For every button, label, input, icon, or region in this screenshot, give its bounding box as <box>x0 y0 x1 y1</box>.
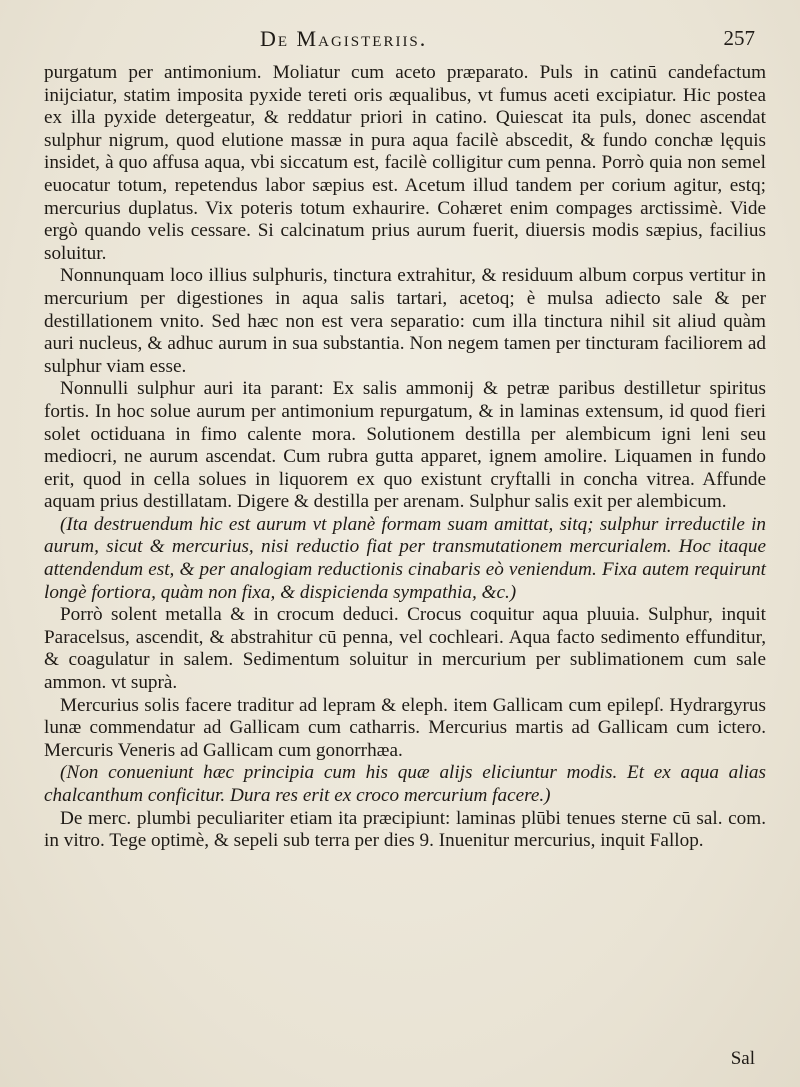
catchword: Sal <box>730 1048 755 1069</box>
paragraph-2: Nonnunquam loco illius sulphuris, tinctura extrahitur, & residuum album corpus vertitur in mercurium per digestiones in aqua salis tartari, acetoq; è mulsa adiecto sale & per destillationem vnito. Sed hæc non est vera separatio: cum illa tinctura nihil sit aliud quàm auri nucleus, & adhuc aurum in sua substantia. Non negem tamen per tincturam faciliorem ad sulphur viam esse. <box>44 265 766 377</box>
paragraph-7-note: (Non conueniunt hæc principia cum his quæ alijs eliciuntur modis. Et ex aqua alias chalcanthum conficitur. Dura res erit ex croco mercurium facere.) <box>44 762 766 806</box>
running-head: De Magisteriis. <box>260 26 428 51</box>
page-number: 257 <box>723 26 755 50</box>
paragraph-8: De merc. plumbi peculiariter etiam ita præcipiunt: laminas plūbi tenues sterne cū sal. com. in vitro. Tege optimè, & sepeli sub terra per dies 9. Inuenitur mercurius, inquit Fallop. <box>44 807 766 852</box>
paragraph-3: Nonnulli sulphur auri ita parant: Ex salis ammonij & petræ paribus destilletur spiritus fortis. In hoc solue aurum per antimonium repurgatum, & in laminas extensum, id quod fieri solet octiduana in fimo calente mora. Solutionem destilla per alembicum igni leni seu mediocri, ne aurum ascendat. Cum rubra gutta apparet, ignem amolire. Liquamen in fundo erit, quod in cella solues in liquorem ex quo existunt cryftalli in concha vitrea. Affunde aquam prius destillatam. Digere & destilla per arenam. Sulphur salis exit per alembicum. <box>44 378 766 513</box>
text-body <box>44 62 766 853</box>
page-header <box>0 26 800 60</box>
paragraph-5: Porrò solent metalla & in crocum deduci. Crocus coquitur aqua pluuia. Sulphur, inquit Paracelsus, ascendit, & abstrahitur cū penna, vel cochleari. Aqua facto sedimento effunditur, & coagulatur in salem. Sedimentum soluitur in mercurium per sublimationem cum sale ammon. vt suprà. <box>44 604 766 694</box>
paragraph-4-note: (Ita destruendum hic est aurum vt planè formam suam amittat, sitq; sulphur irreductile in aurum, sicut & mercurius, nisi reductio fiat per transmutationem mercurialem. Hoc itaque attendendum est, & per analogiam reductionis cinabaris eò veniendum. Fixa autem requirunt longè fortiora, quàm non fixa, & dispicienda sympathia, &c.) <box>44 513 766 603</box>
paragraph-1: purgatum per antimonium. Moliatur cum aceto præparato. Puls in catinū candefactum inijciatur, statim imposita pyxide tereti oris æqualibus, vt fumus aceti excipiatur. Hic postea ex illa pyxide detergeatur, & reddatur priori in catino. Quiescat ita puls, donec ascendat sulphur nigrum, quod elutione massæ in pura aqua facilè abscedit, & fundo conchæ lęquis insidet, à quo affusa aqua, vbi siccatum est, facilè colligitur cum penna. Porrò quia non semel euocatur totum, repetendus labor sæpius est. Acetum illud tandem per corium agitur, estq; mercurius duplatus. Vix poteris totum exhaurire. Cohæret enim compages arctissimè. Vide ergò quando velis cessare. Si calcinatum prius aurum fuerit, diuersis modis sæpius, facilius soluitur. <box>44 62 766 264</box>
paragraph-6: Mercurius solis facere traditur ad lepram & eleph. item Gallicam cum epilepſ. Hydrargyrus lunæ commendatur ad Gallicam cum catharris. Mercurius martis ad Gallicam cum ictero. Mercuris Veneris ad Gallicam cum gonorrhæa. <box>44 694 766 761</box>
